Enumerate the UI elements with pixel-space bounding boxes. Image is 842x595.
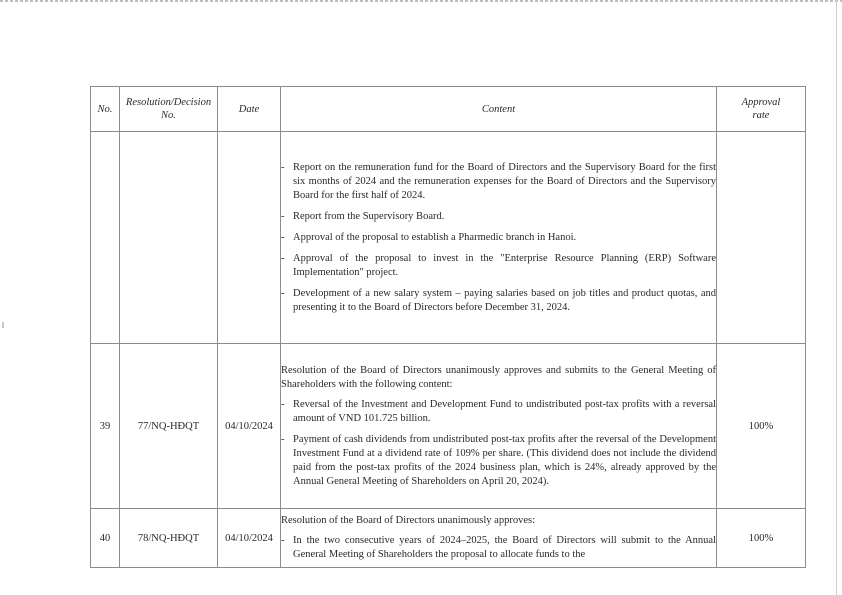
resolutions-table xyxy=(90,86,806,568)
bullet-text: Approval of the proposal to invest in the "Enterprise Resource Planning (ERP) Software Implementation" project. xyxy=(293,252,716,278)
content-intro: Resolution of the Board of Directors unanimously approves and submits to the General Meeting of Shareholders with the following content: xyxy=(281,364,716,390)
content-bullet xyxy=(281,433,716,489)
cell-approval-empty xyxy=(717,132,806,344)
bullet-mark: - xyxy=(281,398,285,410)
content-bullet xyxy=(281,231,716,245)
bullet-mark: - xyxy=(281,433,285,445)
cell-content xyxy=(281,132,717,344)
bullet-text: Reversal of the Investment and Development Fund to undistributed post-tax profits with a reversal amount of VND 101.725 billion. xyxy=(293,398,716,424)
cell-no: 39 xyxy=(91,344,120,509)
content-bullet xyxy=(281,287,716,315)
cell-approval: 100% xyxy=(717,509,806,568)
header-content: Content xyxy=(281,87,717,132)
bullet-mark: - xyxy=(281,535,285,546)
header-approval xyxy=(717,87,806,132)
cell-resolution: 78/NQ-HĐQT xyxy=(120,509,218,568)
header-no: No. xyxy=(91,87,120,132)
table-row-continued xyxy=(91,132,806,344)
bullet-text: In the two consecutive years of 2024–2025, the Board of Directors will submit to the Annual General Meeting of Shareholders the proposal to allocate funds to the xyxy=(293,535,716,560)
content-bullet xyxy=(281,252,716,280)
cell-resolution: 77/NQ-HĐQT xyxy=(120,344,218,509)
cell-date: 04/10/2024 xyxy=(218,344,281,509)
content-bullet xyxy=(281,398,716,426)
cell-date-empty xyxy=(218,132,281,344)
cell-resolution-empty xyxy=(120,132,218,344)
scan-mark xyxy=(2,322,4,328)
cell-content xyxy=(281,344,717,509)
bullet-text: Development of a new salary system – paying salaries based on job titles and product quotas, and presenting it to the Board of Directors before December 31, 2024. xyxy=(293,287,716,313)
header-resolution xyxy=(120,87,218,132)
header-resolution-label: Resolution/Decision No. xyxy=(125,97,212,121)
cell-no-empty xyxy=(91,132,120,344)
bullet-mark: - xyxy=(281,161,285,173)
bullet-mark: - xyxy=(281,210,285,222)
table-row-39 xyxy=(91,344,806,509)
content-bullet xyxy=(281,161,716,203)
bullet-text: Report on the remuneration fund for the Board of Directors and the Supervisory Board for the first six months of 2024 and the remuneration expenses for the Board of Directors and the Supervisory Board for the first half of 2024. xyxy=(293,161,716,201)
content-intro: Resolution of the Board of Directors unanimously approves: xyxy=(281,515,535,526)
content-bullet xyxy=(281,210,716,224)
cell-no: 40 xyxy=(91,509,120,568)
page-top-border xyxy=(0,0,842,2)
bullet-mark: - xyxy=(281,231,285,243)
table-header-row xyxy=(91,87,806,132)
page-right-border xyxy=(836,0,837,595)
bullet-mark: - xyxy=(281,287,285,299)
content-bullet xyxy=(281,534,716,562)
bullet-mark: - xyxy=(281,252,285,264)
cell-date: 04/10/2024 xyxy=(218,509,281,568)
header-approval-label: Approval rate xyxy=(741,97,781,121)
cell-approval: 100% xyxy=(717,344,806,509)
bullet-text: Approval of the proposal to establish a Pharmedic branch in Hanoi. xyxy=(293,231,577,243)
header-date: Date xyxy=(218,87,281,132)
bullet-text: Report from the Supervisory Board. xyxy=(293,210,445,222)
table-row-40 xyxy=(91,509,806,568)
bullet-text: Payment of cash dividends from undistributed post-tax profits after the reversal of the Development Investment Fund at a dividend rate of 109% per share. (This dividend does not include the dividend paid from the post-tax profits of the 2024 business plan, which is 24%, already approved by the Annual General Meeting of Shareholders on April 20, 2024). xyxy=(293,433,716,487)
cell-content xyxy=(281,509,717,568)
